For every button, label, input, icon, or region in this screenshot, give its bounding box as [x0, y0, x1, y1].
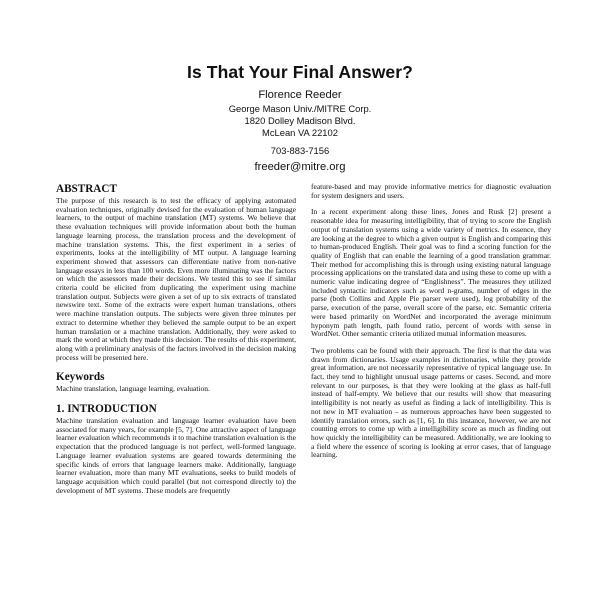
keywords-heading: Keywords — [56, 371, 105, 384]
author-phone: 703-883-7156 — [270, 144, 330, 156]
paper-header — [0, 62, 600, 174]
abstract-text: The purpose of this research is to test the efficacy of applying automated evaluation techniques, originally devised for the evaluation of human language learners, to the output of machine translation (MT) systems. We believe that these evaluation techniques will provide information about both the human language learning process, the translation process and the development of machine translation systems. This, the first experiment in a series of experiments, looks at the intelligibility of MT output. A language learning experiment showed that assessors can differentiate native from non-native language essays in less than 100 words. Even more illuminating was the factors on which the assessors made their decisions. We tested this to see if similar criteria could be elicited from duplicating the experiment using machine translation output. Subjects were given a set of up to six extracts of translated newswire text. Some of the extracts were expert human translations, others were machine translation outputs. The subjects were given three minutes per extract to determine whether they believed the sample output to be an expert human translation or a machine translation. Additionally, they were asked to mark the word at which they made this decision. The results of this experiment, along with a preliminary analysis of the factors involved in the decision making process will be presented here. — [56, 196, 296, 362]
abstract-heading: ABSTRACT — [56, 183, 117, 195]
introduction-text: Machine translation evaluation and language learner evaluation have been associated for many years, for example [5, 7]. One attractive aspect of language learner evaluation which recommends it to machine translation evaluation is the expectation that the produced language is not perfect, well-formed language. Language learner evaluation systems are geared towards determining the specific kinds of errors that language learners make. Additionally, language learner evaluation, more than many MT evaluations, seeks to build models of language acquisition which could parallel (but not correspond directly to) the development of MT systems. These models are frequently — [56, 416, 296, 495]
keywords-text: Machine translation, language learning, evaluation. — [56, 384, 210, 394]
right-paragraph-3: Two problems can be found with their approach. The first is that the data was drawn from dictionaries. Usage examples in dictionaries, while they provide great information, are not necessarily representative of typical language use. In fact, they tend to highlight unusual usage patterns or cases. Second, and more relevant to our purposes, is that they were looking at the glass as half-full instead of half-empty. We believe that our results will show that measuring intelligibility is not nearly as useful as finding a lack of intelligibility. This is not new in MT evaluation – as numerous approaches have been suggested to identify translation errors, such as [1, 6]. In this instance, however, we are not counting errors to come up with a intelligibility score as much as finding out how quickly the intelligibility can be measured. Additionally, we are looking to a field where the essence of scoring is looking at error cases, that of language learning. — [311, 345, 551, 460]
paper-title: Is That Your Final Answer? — [187, 62, 413, 82]
author-name: Florence Reeder — [258, 89, 342, 101]
author-email: freeder@mitre.org — [254, 160, 346, 173]
left-column — [56, 183, 296, 495]
introduction-heading: 1. INTRODUCTION — [56, 403, 157, 416]
right-paragraph-1: feature-based and may provide informative metrics for diagnostic evaluation for system designers and users. — [311, 182, 551, 200]
right-paragraph-2: In a recent experiment along these lines, Jones and Rusk [2] present a reasonable idea for measuring intelligibility, that of trying to score the English output of translation systems using a wide variety of metrics. In essence, they are looking at the degree to which a given output is English and comparing this to human-produced English. Their goal was to find a scoring function for the quality of English that can enable the learning of a good translation grammar. Their method for accomplishing this is through using existing natural language processing applications on the translated data and using these to come up with a numeric value indicating degree of “Englishness”. The measures they utilized included syntactic indicators such as word n-grams, number of edges in the parse (both Collins and Apple Pie parser were used), log probability of the parse, execution of the parse, overall score of the parse, etc. Semantic criteria were based primarily on WordNet and incorporated the average minimum hyponym path length, path found ratio, percent of words with sense in WordNet. Other semantic criteria utilized mutual information measures. — [311, 207, 551, 339]
affiliation-line-3: McLean VA 22102 — [262, 126, 338, 138]
right-column — [311, 183, 551, 460]
affiliation-line-2: 1820 Dolley Madison Blvd. — [244, 114, 356, 126]
affiliation-line-1: George Mason Univ./MITRE Corp. — [228, 102, 372, 114]
